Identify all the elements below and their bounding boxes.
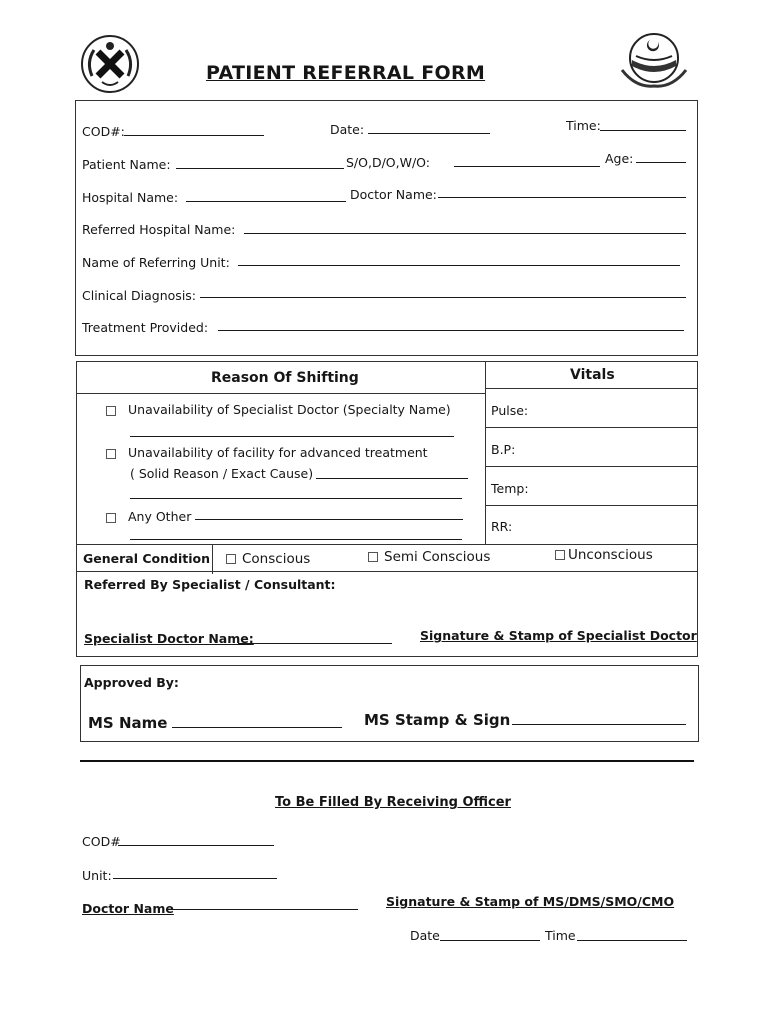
doctor-name-field[interactable]: [438, 197, 686, 198]
section-divider: [80, 760, 694, 762]
receiving-doctor-name-label: Doctor Name: [82, 901, 174, 916]
relation-label: S/O,D/O,W/O:: [346, 155, 431, 170]
specialist-signature-label: Signature & Stamp of Specialist Doctor: [420, 628, 697, 643]
referred-by-label: Referred By Specialist / Consultant:: [84, 577, 336, 592]
bp-label: B.P:: [491, 442, 516, 457]
date-field[interactable]: [368, 133, 490, 134]
age-label: Age:: [605, 151, 634, 166]
cause-field-2[interactable]: [130, 498, 462, 499]
checkbox-icon[interactable]: [106, 513, 116, 523]
ms-stamp-label: MS Stamp & Sign: [364, 711, 511, 729]
receiving-unit-field[interactable]: [113, 878, 277, 879]
emblem-logo-icon: [78, 32, 142, 96]
doctor-name-label: Doctor Name:: [350, 187, 437, 202]
receiving-title: To Be Filled By Receiving Officer: [275, 795, 511, 810]
receiving-time-field[interactable]: [577, 940, 687, 941]
ms-name-label: MS Name: [88, 714, 168, 732]
approved-by-label: Approved By:: [84, 675, 179, 690]
condition-conscious[interactable]: Conscious: [226, 551, 310, 567]
receiving-date-label: Date: [410, 928, 440, 943]
specialty-field[interactable]: [130, 436, 454, 437]
checkbox-icon[interactable]: [106, 449, 116, 459]
reason-specialist[interactable]: Unavailability of Specialist Doctor (Specialty Name): [106, 402, 451, 417]
referred-hospital-label: Referred Hospital Name:: [82, 222, 236, 237]
checkbox-icon[interactable]: [226, 554, 236, 564]
other-field-2[interactable]: [130, 539, 462, 540]
receiving-time-label: Time: [545, 928, 576, 943]
pulse-label: Pulse:: [491, 403, 529, 418]
government-seal-icon: [618, 30, 690, 90]
age-field[interactable]: [636, 162, 686, 163]
reason-header: Reason Of Shifting: [211, 370, 359, 386]
patient-name-field[interactable]: [176, 168, 344, 169]
relation-field[interactable]: [454, 166, 600, 167]
reason-other[interactable]: Any Other: [106, 509, 191, 524]
condition-unconscious[interactable]: Unconscious: [555, 547, 653, 563]
time-field[interactable]: [600, 130, 686, 131]
cod-field[interactable]: [124, 135, 264, 136]
vitals-header: Vitals: [570, 367, 615, 383]
date-label: Date:: [330, 122, 365, 137]
receiving-cod-label: COD#: [82, 834, 121, 849]
reason-facility-sub: ( Solid Reason / Exact Cause): [130, 466, 314, 481]
form-title: PATIENT REFERRAL FORM: [206, 62, 486, 84]
receiving-unit-label: Unit:: [82, 868, 112, 883]
cod-label: COD#:: [82, 124, 125, 139]
patient-name-label: Patient Name:: [82, 157, 171, 172]
temp-label: Temp:: [491, 481, 529, 496]
other-field[interactable]: [195, 519, 463, 520]
general-condition-label: General Condition: [83, 551, 210, 566]
receiving-doctor-name-field[interactable]: [172, 909, 358, 910]
condition-semi-conscious[interactable]: Semi Conscious: [368, 549, 490, 565]
checkbox-icon[interactable]: [368, 552, 378, 562]
receiving-cod-field[interactable]: [118, 845, 274, 846]
clinical-diagnosis-field[interactable]: [200, 297, 686, 298]
treatment-provided-field[interactable]: [218, 330, 684, 331]
rr-label: RR:: [491, 519, 513, 534]
clinical-diagnosis-label: Clinical Diagnosis:: [82, 288, 197, 303]
referring-unit-label: Name of Referring Unit:: [82, 255, 230, 270]
referring-unit-field[interactable]: [238, 265, 680, 266]
hospital-name-label: Hospital Name:: [82, 190, 179, 205]
time-label: Time:: [566, 118, 601, 133]
ms-stamp-field[interactable]: [512, 724, 686, 725]
reason-facility[interactable]: Unavailability of facility for advanced treatment: [106, 445, 428, 460]
receiving-signature-label: Signature & Stamp of MS/DMS/SMO/CMO: [386, 894, 675, 909]
specialist-doctor-name-label: Specialist Doctor Name:: [84, 631, 254, 646]
checkbox-icon[interactable]: [555, 550, 565, 560]
specialist-doctor-name-field[interactable]: [238, 643, 392, 644]
ms-name-field[interactable]: [172, 727, 342, 728]
cause-field[interactable]: [316, 478, 468, 479]
hospital-name-field[interactable]: [186, 201, 346, 202]
receiving-date-field[interactable]: [440, 940, 540, 941]
checkbox-icon[interactable]: [106, 406, 116, 416]
referred-hospital-field[interactable]: [244, 233, 686, 234]
treatment-provided-label: Treatment Provided:: [82, 320, 209, 335]
